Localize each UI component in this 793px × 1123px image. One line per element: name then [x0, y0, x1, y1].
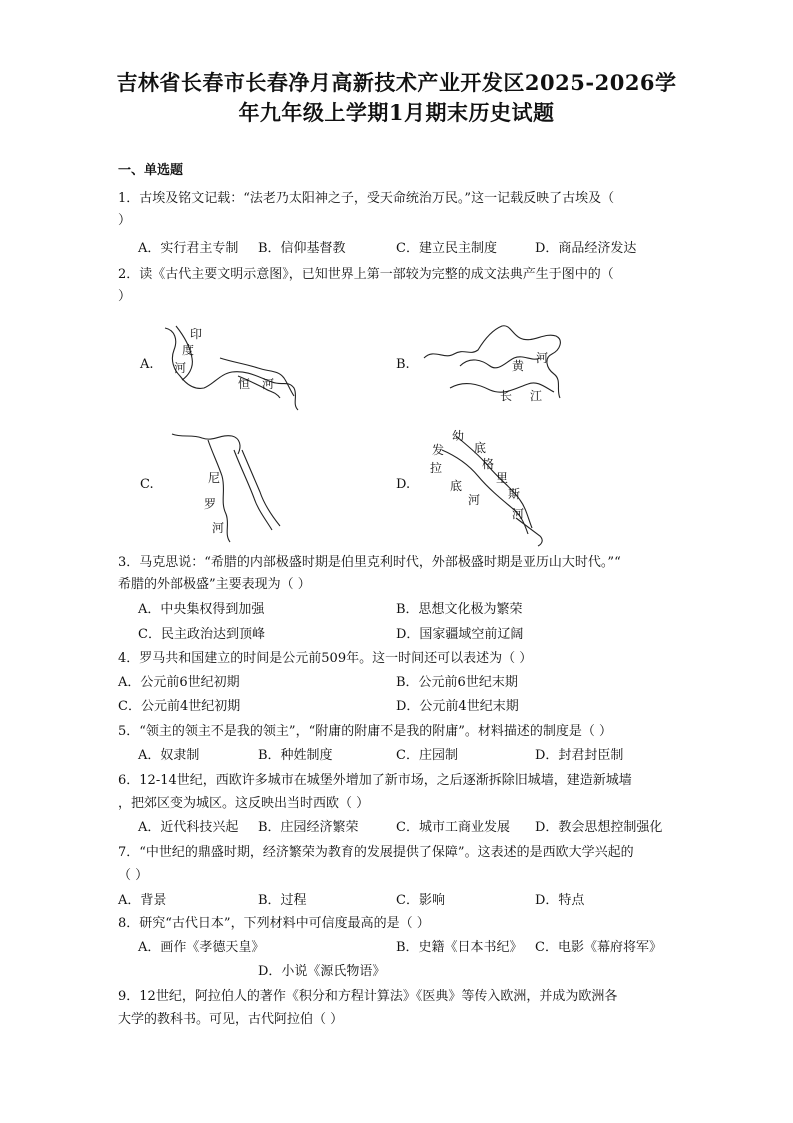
- question-6-option-a: A．近代科技兴起: [138, 820, 239, 835]
- map-d-label: 拉: [430, 461, 443, 475]
- map-d-label: 河: [468, 493, 481, 507]
- map-c-label: 罗: [204, 497, 217, 511]
- map-a-label: 河: [174, 361, 187, 375]
- question-2-option-c: C.: [140, 477, 154, 492]
- question-2-text: 2．读《古代主要文明示意图》，已知世界上第一部较为完整的成文法典产生于图中的（: [118, 267, 614, 282]
- question-4-option-b: B．公元前6世纪末期: [396, 675, 518, 690]
- question-6-option-d: D．教会思想控制强化: [535, 820, 663, 835]
- question-5-option-a: A．奴隶制: [138, 748, 200, 763]
- map-a-ganges-river: [220, 358, 294, 396]
- map-b-label: 黄: [512, 359, 525, 373]
- map-c-label: 尼: [208, 471, 221, 485]
- map-d-label: 底: [450, 479, 463, 493]
- question-7-option-a: A．背景: [118, 893, 167, 908]
- question-7-text-cont: （ ）: [118, 868, 149, 883]
- question-4-text: 4．罗马共和国建立的时间是公元前509年。这一时间还可以表述为（ ）: [118, 651, 533, 666]
- question-3-option-d: D．国家疆域空前辽阔: [396, 627, 524, 642]
- map-b-yellow-yangtze: [420, 318, 570, 413]
- question-5-text: 5．“领主的领主不是我的领主”，“附庸的附庸不是我的附庸”。材料描述的制度是（ ）: [118, 724, 612, 739]
- map-c-red-sea: [234, 450, 272, 530]
- question-7-option-d: D．特点: [535, 893, 585, 908]
- question-2-option-b: B.: [396, 357, 410, 372]
- question-4-option-a: A．公元前6世纪初期: [118, 675, 240, 690]
- question-6-text: 6．12-14世纪，西欧许多城市在城堡外增加了新市场，之后逐渐拆除旧城墙，建造新城墙: [118, 773, 632, 788]
- question-5-option-d: D．封君封臣制: [535, 748, 624, 763]
- map-a-indus-ganges: [160, 318, 310, 413]
- question-3-option-b: B．思想文化极为繁荣: [396, 602, 523, 617]
- question-8-option-d: D．小说《源氏物语》: [258, 964, 386, 979]
- map-b-label: 河: [536, 351, 549, 365]
- question-5-option-b: B．种姓制度: [258, 748, 333, 763]
- question-8-option-b: B．史籍《日本书纪》: [396, 940, 523, 955]
- map-a-label: 印: [190, 327, 203, 341]
- question-8-option-c: C．电影《幕府将军》: [535, 940, 662, 955]
- map-a-label: 河: [262, 377, 275, 391]
- question-2-option-a: A.: [140, 357, 154, 372]
- question-7-text: 7．“中世纪的鼎盛时期，经济繁荣为教育的发展提供了保障”。这表述的是西欧大学兴起的: [118, 845, 634, 860]
- map-b-label: 江: [530, 389, 543, 403]
- question-9-text: 9．12世纪，阿拉伯人的著作《积分和方程计算法》《医典》等传入欧洲，并成为欧洲各: [118, 989, 618, 1004]
- map-a-label: 度: [182, 343, 195, 357]
- question-1-option-d: D．商品经济发达: [535, 241, 637, 256]
- question-1-text: 1．古埃及铭文记载：“法老乃太阳神之子，受天命统治万民。”这一记载反映了古埃及（: [118, 191, 615, 206]
- question-4-option-d: D．公元前4世纪末期: [396, 699, 519, 714]
- question-5-option-c: C．庄园制: [396, 748, 458, 763]
- document-title-line2: 年九年级上学期1月期末历史试题: [238, 100, 555, 125]
- map-d-label: 格: [482, 457, 495, 471]
- question-8-text: 8．研究“古代日本”，下列材料中可信度最高的是（ ）: [118, 916, 430, 931]
- question-2-option-d: D.: [396, 477, 411, 492]
- map-d-label: 幼: [452, 429, 465, 443]
- map-d-gulf: [516, 518, 542, 546]
- map-d-mesopotamia: [420, 422, 570, 547]
- question-3-option-c: C．民主政治达到顶峰: [138, 627, 265, 642]
- map-d-label: 里: [496, 471, 509, 485]
- question-1-option-c: C．建立民主制度: [396, 241, 497, 256]
- question-1-option-a: A．实行君主专制: [138, 241, 239, 256]
- question-6-option-b: B．庄园经济繁荣: [258, 820, 359, 835]
- map-b-yellow-river: [460, 357, 540, 368]
- map-b-label: 长: [500, 389, 513, 403]
- question-9-text-cont: 大学的教科书。可见，古代阿拉伯（ ）: [118, 1012, 344, 1027]
- map-d-label: 发: [432, 443, 445, 457]
- map-a-label: 恒: [238, 377, 251, 391]
- question-3-option-a: A．中央集权得到加强: [138, 602, 265, 617]
- section-heading: 一、单选题: [118, 163, 184, 178]
- map-c-coastline: [172, 434, 240, 454]
- question-1-text-cont: ）: [118, 213, 132, 228]
- question-8-option-a: A．画作《孝德天皇》: [138, 940, 265, 955]
- map-d-label: 底: [474, 441, 487, 455]
- question-7-option-b: B．过程: [258, 893, 307, 908]
- question-1-option-b: B．信仰基督教: [258, 241, 346, 256]
- question-4-option-c: C．公元前4世纪初期: [118, 699, 241, 714]
- document-title-line1: 吉林省长春市长春净月高新技术产业开发区2025-2026学: [116, 70, 677, 95]
- question-7-option-c: C．影响: [396, 893, 445, 908]
- question-6-option-c: C．城市工商业发展: [396, 820, 510, 835]
- question-3-text: 3．马克思说：“希腊的内部极盛时期是伯里克利时代，外部极盛时期是亚历山大时代。”“: [118, 555, 621, 570]
- question-3-text-cont: 希腊的外部极盛”主要表现为（ ）: [118, 577, 311, 592]
- map-d-label: 河: [512, 507, 525, 521]
- map-c-nile: [160, 430, 310, 545]
- question-6-text-cont: ，把郊区变为城区。这反映出当时西欧（ ）: [118, 796, 370, 811]
- map-d-label: 斯: [508, 487, 521, 501]
- map-c-red-sea-bank: [242, 450, 280, 526]
- question-2-text-cont: ）: [118, 289, 132, 304]
- map-c-label: 河: [212, 521, 225, 535]
